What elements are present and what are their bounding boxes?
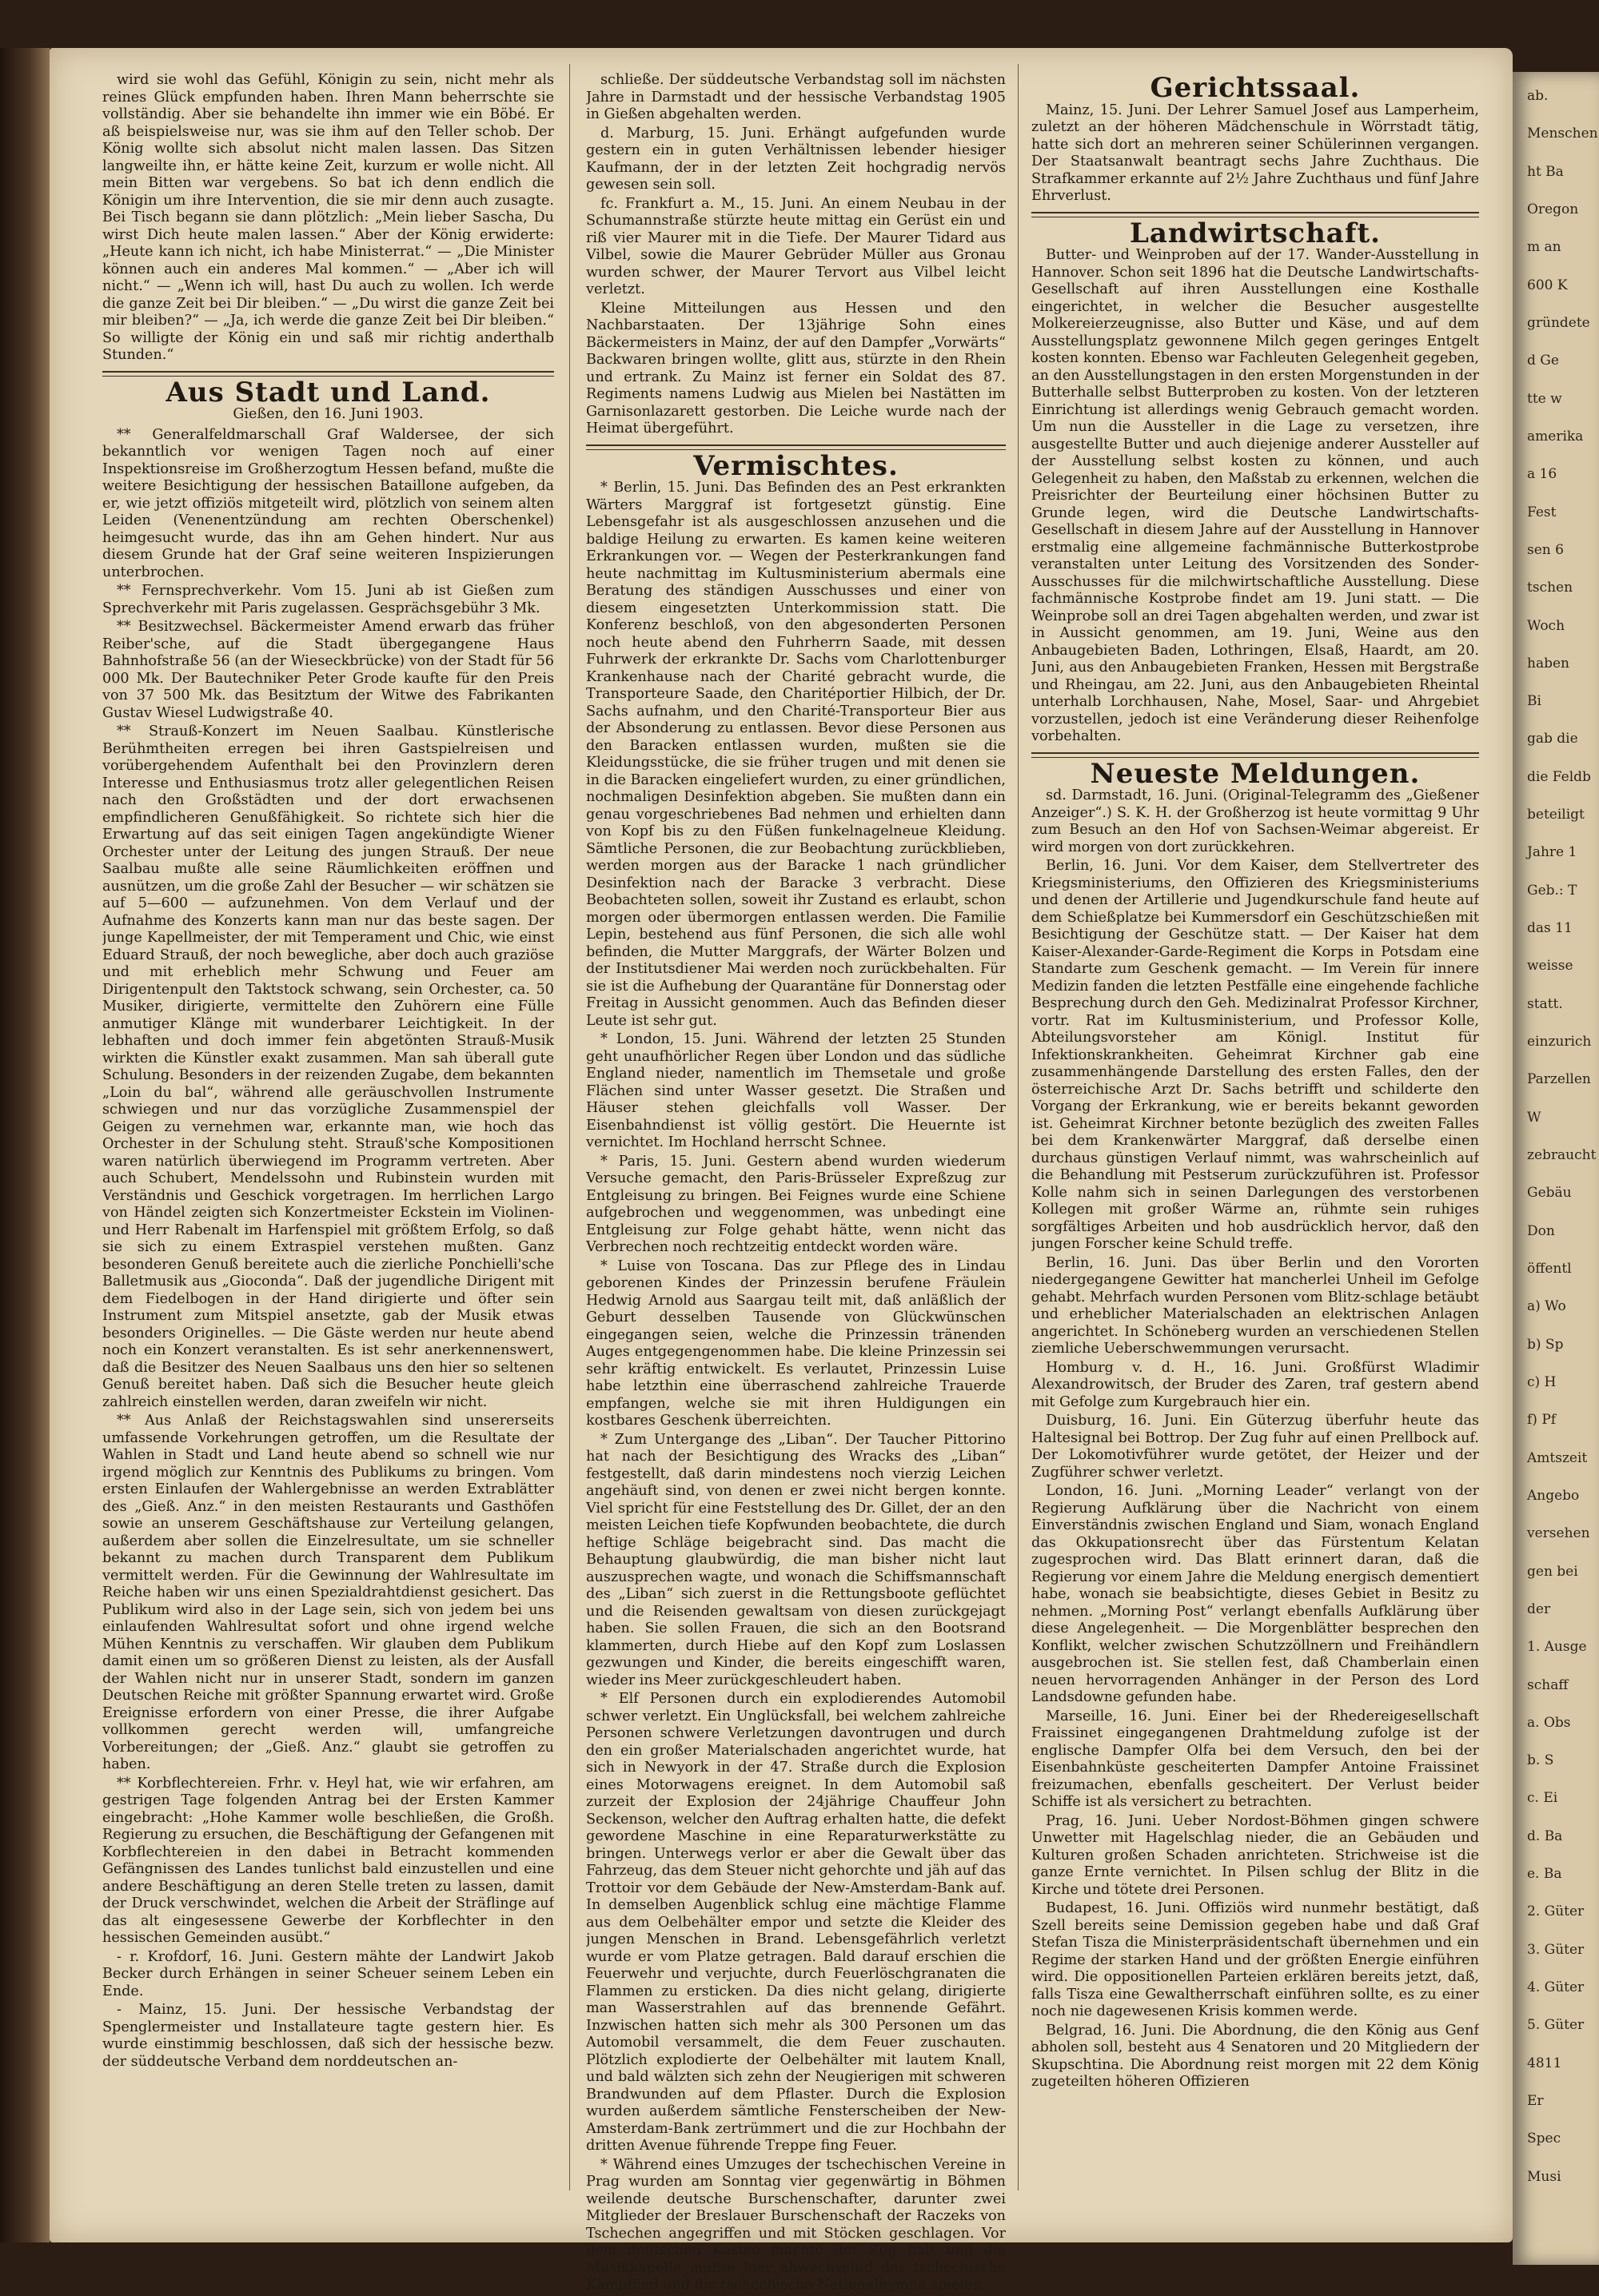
adjacent-page-fragment: W (1527, 1110, 1541, 1126)
article-paragraph: ** Fernsprechverkehr. Vom 15. Juni ab ist Gießen zum Sprechverkehr mit Paris zugelassen. Gesprächsgebühr 3 Mk. (102, 583, 554, 616)
article-paragraph: sd. Darmstadt, 16. Juni. (Original-Telegramm des „Gießener Anzeiger“.) S. K. H. der Großherzog ist heute vormittag 9 Uhr zum Besuch an den Hof von Sachsen-Weimar abgereist. Er wird morgen von dort zurückkehren. (1031, 787, 1479, 855)
adjacent-page-fragment: gab die (1527, 731, 1578, 747)
adjacent-page-fragment: die Feldb (1527, 769, 1591, 785)
article-paragraph: * Luise von Toscana. Das zur Pflege des in Lindau geborenen Kindes der Prinzessin berufene Fräulein Hedwig Arnold aus Saargau teilt mit, daß anläßlich der Geburt desselben Tausende von Glückwünschen eingegangen seien, welche die Prinzessin tränenden Auges entgegengenommen habe. Die kleine Prinzessin sei sehr kräftig entwickelt. Es verlautet, Prinzessin Luise habe letzthin eine überraschend zahlreiche Trauerde empfangen, welche sie mit ihren Huldigungen ein kostbares Geschenk überreichten. (586, 1258, 1006, 1429)
adjacent-page-fragment: c) H (1527, 1374, 1557, 1390)
article-paragraph: Prag, 16. Juni. Ueber Nordost-Böhmen gingen schwere Unwetter mit Hagelschlag nieder, die an Gebäuden und Kulturen großen Schaden anrichteten. Strichweise ist die ganze Ernte vernichtet. In Pilsen schlug der Blitz in die Kirche und tötete drei Personen. (1031, 1812, 1479, 1898)
adjacent-page-fragment: zebraucht (1527, 1147, 1597, 1163)
adjacent-page-fragment: 600 K (1527, 277, 1568, 293)
column-divider (1018, 64, 1019, 2190)
adjacent-page-fragment: Don (1527, 1223, 1555, 1239)
article-paragraph: Budapest, 16. Juni. Offiziös wird nunmehr bestätigt, daß Szell bereits seine Demission gegeben habe und daß Graf Stefan Tisza die Ministerpräsidentschaft übernehmen und ein Regime der starken Hand und der größten Energie einführen wird. Die oppositionellen Parteien erklären bereits jetzt, daß, falls Tisza eine Gewaltherrschaft einführen sollte, es zu einer noch nie dagewesenen Krisis kommen werde. (1031, 1900, 1479, 2019)
adjacent-page-fragment: Jahre 1 (1527, 844, 1577, 860)
section-rule (1031, 752, 1479, 758)
article-paragraph: ** Besitzwechsel. Bäckermeister Amend erwarb das früher Reiber'sche, auf die Stadt übergegangene Haus Bahnhofstraße 56 (an der Wieseckbrücke) von der Stadt für 56 000 Mk. Der Bautechniker Peter Grode kaufte für den Preis von 37 500 Mk. das Besitztum der Witwe des Fabrikanten Gustav Wiesel Ludwigstraße 40. (102, 619, 554, 721)
article-paragraph: Marseille, 16. Juni. Einer bei der Rhedereigesellschaft Fraissinet eingegangenen Drahtmeldung zufolge ist der englische Dampfer Olfa bei dem Versuch, den bei der Eisenbahnküste gescheiterten Dampfer Antoine Fraissinet freizumachen, ebenfalls gescheitert. Der Verlust beider Schiffe ist als versichert zu betrachten. (1031, 1708, 1479, 1810)
adjacent-page-fragment: tschen (1527, 580, 1573, 596)
article-paragraph: * Während eines Umzuges der tschechischen Vereine in Prag wurden am Sonntag vier gegenwärtig in Böhmen weilende deutsche Burschenschafter, darunter zwei Mitglieder der Breslauer Burschenschaft der Raczeks von Tschechen angegriffen und mit Stöcken geschlagen. Vor dem deutschen Kasino machte der Zug halt und die Musikkapelle mußte hier abwechselnd das tschechische Kampflied und die tschechische Nationalhymne spielen. (586, 2156, 1006, 2293)
adjacent-page-fragment: 4811 (1527, 2055, 1562, 2071)
adjacent-page-fragment: gründete (1527, 315, 1590, 331)
adjacent-page-fragment: Oregon (1527, 201, 1579, 217)
adjacent-page-fragment: ht Ba (1527, 164, 1564, 180)
adjacent-page-fragment: a) Wo (1527, 1298, 1566, 1314)
adjacent-page-fragment: beteiligt (1527, 807, 1585, 823)
adjacent-page-fragment: Parzellen (1527, 1071, 1591, 1087)
dateline: Gießen, den 16. Juni 1903. (233, 406, 424, 422)
adjacent-page-fragment: versehen (1527, 1525, 1590, 1541)
adjacent-page-fragment: tte w (1527, 391, 1562, 407)
article-paragraph: ** Korbflechtereien. Frhr. v. Heyl hat, wie wir erfahren, am gestrigen Tage folgenden Antrag bei der Ersten Kammer eingebracht: „Hohe Kammer wolle beschließen, die Großh. Regierung zu ersuchen, die Beschäftigung der Gefangenen mit Korbflechtereien in den dabei in Betracht kommenden Gefängnissen des Landes tunlichst bald einzustellen und eine andere Beschäftigung an deren Stelle treten zu lassen, damit der Druck verschwindet, welchen die Arbeit der Sträflinge auf das alt eingesessene Gewerbe der Korbflechter in den hessischen Gemeinden ausübt.“ (102, 1775, 554, 1946)
adjacent-page-fragment: d Ge (1527, 353, 1559, 369)
adjacent-page-fragment: ab. (1527, 88, 1549, 104)
article-paragraph: Butter- und Weinproben auf der 17. Wander-Ausstellung in Hannover. Schon seit 1896 hat die Deutsche Landwirtschafts-Gesellschaft auf ihren Ausstellungen eine Kosthalle eingerichtet, in welcher die Besucher ausgestellte Molkereierzeugnisse, also Butter und Käse, und auf dem Ausstellungsplatz gewonnene Milch gegen geringes Entgelt kosten konnten. Ebenso war Fachleuten Gelegenheit gegeben, an den Ausstellungstagen in den ersten Morgenstunden in der Butterhalle selbst Butterproben zu kosten. Von der letzteren Einrichtung ist allerdings wenig Gebrauch gemacht worden. Um nun die Aussteller in die Lage zu versetzen, ihre ausgestellte Butter und auch diejenige anderer Aussteller auf der Ausstellung selbst kosten zu können, und auch Gelegenheit zu haben, den Maßstab zu erkennen, welchen die Preisrichter der Beurteilung einer höchsinen Butter zu Grunde legen, wird die Deutsche Landwirtschafts-Gesellschaft in diesem Jahre auf der Ausstellung in Hannover erstmalig eine allgemeine fachmännische Butterkostprobe veranstalten unter Leitung des Vorsitzenden des Sonder-Ausschusses für die milchwirtschaftliche Ausstellung. Diese fachmännische Kostprobe findet am 19. Juni statt. — Die Weinprobe soll an drei Tagen abgehalten werden, und zwar ist in Aussicht genommen, am 19. Juni, Weine aus den Anbaugebieten Baden, Lothringen, Elsaß, Haardt, am 20. Juni, aus den Anbaugebieten Franken, Hessen mit Bergstraße und Rheingau, am 22. Juni, aus den Anbaugebieten Rheintal unterhalb Lorchhausen, Nahe, Mosel, Saar- und Ahrgebiet vorzustellen, jedoch ist eine Veränderung dieser Reihenfolge vorbehalten. (1031, 247, 1479, 744)
adjacent-page-fragment: Angebo (1527, 1488, 1580, 1504)
column-divider (569, 64, 570, 2190)
adjacent-page-fragment: Geb.: T (1527, 883, 1577, 899)
article-paragraph: ** Generalfeldmarschall Graf Waldersee, der sich bekanntlich vor wenigen Tagen noch auf einer Inspektionsreise im Großherzogtum Hessen befand, mußte die weitere Besichtigung der hessischen Bataillone aufgeben, da er, wie jetzt offiziös mitgeteilt wird, plötzlich von seinem alten Leiden (Venenentzündung am rechten Oberschenkel) heimgesucht wurde, das ihn am Gehen hindert. Nur aus diesem Grunde hat der Graf seine weiteren Inspizierungen unterbrochen. (102, 426, 554, 580)
section-rule (1031, 212, 1479, 217)
article-paragraph: ** Strauß-Konzert im Neuen Saalbau. Künstlerische Berühmtheiten erregen bei ihren Gastspielreisen und vorübergehendem Aufenthalt bei den Provinzlern deren Interesse und Enthusiasmus trotz aller gelegentlichen Reisen nach den Großstädten und der dort erwachsenen empfindlicheren Genußfähigkeit. So richtete sich hier die Erwartung auf das seit einigen Tagen angekündigte Wiener Orchester unter der Leitung des jungen Strauß. Der neue Saalbau mußte alle seine Räumlichkeiten eröffnen und ausnützen, um die große Zahl der Besucher — wir schätzen sie auf 5—600 — aufzunehmen. Von dem Verlauf und der Aufnahme des Konzerts kann man nur das beste sagen. Der junge Kapellmeister, der mit Temperament und Chic, wie einst Eduard Strauß, der noch bewegliche, aber doch auch graziöse und mit erheblich mehr Schwung und Feuer am Dirigentenpult den Taktstock schwang, sein Orchester, ca. 50 Musiker, dirigierte, vermittelte den Zuhörern eine Fülle anmutiger Klänge mit wunderbarer Leichtigkeit. In der lebhaften und doch immer fein abgetönten Strauß-Musik wirkten die Künstler exakt zusammen. Man sah überall gute Schulung. Besonders in der reizenden Zugabe, dem bekannten „Loin du bal“, während alle geräuschvollen Instrumente schwiegen und nur das vorzügliche Zusammenspiel der Geigen zu vernehmen war, erkannte man, wie hoch das Orchester in der Schulung steht. Strauß'sche Kompositionen waren natürlich überwiegend im Programm vertreten. Aber auch Schubert, Mendelssohn und Rubinstein wurden mit Verständnis und Geschick vorgetragen. Im herrlichen Largo von Händel zeigten sich Konzertmeister Eckstein im Violinen- und Herr Rabenalt im Harfenspiel mit größtem Erfolg, so daß sie sich zu einem Extraspiel verstehen mußten. Ganz besonderen Genuß bereitete auch die zierliche Ponchielli'sche Balletmusik aus „Gioconda“. Daß der jugendliche Dirigent mit dem Fiedelbogen in der Hand dirigierte und öfter sein Instrument zum Mitspiel ansetzte, gab der Musik etwas besonders Originelles. — Die Gäste werden nur heute abend noch ein Konzert veranstalten. Es ist sehr anerkennenswert, daß die Besitzer des Neuen Saalbaus uns den hier so seltenen Genuß bereitet haben. Daß sich die Besucher heute gleich zahlreich einstellen werden, daran zweifeln wir nicht. (102, 723, 554, 1410)
article-paragraph: Duisburg, 16. Juni. Ein Güterzug überfuhr heute das Haltesignal bei Bottrop. Der Zug fuhr auf einen Prellbock auf. Der Lokomotivführer wurde getötet, der Heizer und der Zugführer schwer verletzt. (1031, 1413, 1479, 1481)
adjacent-page-fragment: Bi (1527, 693, 1541, 709)
article-paragraph: * Berlin, 15. Juni. Das Befinden des an Pest erkrankten Wärters Marggraf ist fortgesetzt günstig. Eine Lebensgefahr ist als ausgeschlossen anzusehen und die baldige Heilung zu erwarten. Es kamen keine weiteren Erkrankungen vor. — Wegen der Pesterkrankungen fand heute nachmittag im Kultusministerium abermals eine Beratung des ständigen Ausschusses und einer von diesem eingesetzten Unterkommission statt. Die Konferenz beschloß, von den abgesonderten Personen noch heute abend den Fuhrherrn Saade, mit dessen Fuhrwerk der erkrankte Dr. Sachs vom Charlottenburger Krankenhause nach der Charité gebracht wurde, die Transporteure Saade, den Charitéportier Hilbich, der Dr. Sachs aufnahm, und den Charité-Transporteur Bier aus der Absonderung zu entlassen. Bevor diese Personen aus den Baracken entlassen wurden, mußten sie die Kleidungsstücke, die sie früher trugen und mit denen sie in die Baracken eingeliefert wurden, zu einer gründlichen, nochmaligen Desinfektion abgeben. Sie mußten dann ein genau vorgeschriebenes Bad nehmen und erhielten dann von Kopf bis zu den Füßen funkelnagelneue Kleidung. Sämtliche Personen, die zur Beobachtung zurückblieben, werden morgen aus der Baracke 1 nach gründlicher Desinfektion nach der Baracke 3 verbracht. Diese Beobachteten sollen, soweit ihr Zustand es erlaubt, schon morgen oder übermorgen entlassen werden. Die Familie Lepin, bestehend aus fünf Personen, die sich alle wohl befinden, die Mutter Marggrafs, der Wärter Bolzen und der Institutsdiener Mai werden noch zurückbehalten. Für sie ist die Aufhebung der Quarantäne für Donnerstag oder Freitag in Aussicht genommen. Auch das Befinden dieser Leute ist sehr gut. (586, 480, 1006, 1029)
adjacent-page-fragment: a. Obs (1527, 1715, 1571, 1731)
adjacent-page-fragment: statt. (1527, 996, 1563, 1012)
adjacent-page-edge (1513, 72, 1599, 2265)
adjacent-page-fragment: öffentl (1527, 1261, 1572, 1277)
adjacent-page-fragment: b. S (1527, 1752, 1554, 1768)
adjacent-page-fragment: f) Pf (1527, 1412, 1557, 1428)
section-title: Gerichtssaal. (1150, 72, 1361, 104)
adjacent-page-fragment: Woch (1527, 618, 1565, 634)
article-paragraph: - Mainz, 15. Juni. Der hessische Verbandstag der Spenglermeister und Installateure tagte gestern hier. Es wurde einstimmig beschlossen, daß sich der hessische bezw. der süddeutsche Verband dem norddeutschen an- (102, 2002, 554, 2070)
article-paragraph: Berlin, 16. Juni. Das über Berlin und den Vororten niedergegangene Gewitter hat mancherlei Unheil im Gefolge gehabt. Mehrfach wurden Personen vom Blitz-schlage betäubt und erheblicher Materialschaden an elektrischen Anlagen angerichtet. In Schöneberg wurden an verschiedenen Stellen ziemliche Ueberschwemmungen verursacht. (1031, 1254, 1479, 1357)
article-paragraph: * Zum Untergange des „Liban“. Der Taucher Pittorino hat nach der Besichtigung des Wracks des „Liban“ festgestellt, daß darin mindestens noch vierzig Leichen angehäuft sind, von denen er zwei nicht bergen konnte. Viel spricht für eine Feststellung des Dr. Gillet, der an den meisten Leichen tiefe Kopfwunden beobachtete, die durch heftige Schläge beigebracht sind. Das macht die Behauptung glaubwürdig, die man bisher nicht laut auszusprechen wagte, und wonach die Schiffsmannschaft des „Liban“ sich zuerst in die Rettungsboote geflüchtet und die Reisenden gewaltsam von diesen zurückgejagt haben. Sie sollen Frauen, die sich an den Bootsrand klammerten, durch Hiebe auf den Kopf zum Loslassen gezwungen und Kinder, die bereits eingeschifft waren, wieder ins Meer zurückgeschleudert haben. (586, 1431, 1006, 1688)
article-paragraph: Belgrad, 16. Juni. Die Abordnung, die den König aus Genf abholen soll, besteht aus 4 Senatoren und 20 Mitgliedern der Skupschtina. Die Abordnung reist morgen mit 22 dem König zugeteilten höheren Offizieren (1031, 2022, 1479, 2090)
adjacent-page-fragment: 2. Güter (1527, 1903, 1585, 1919)
adjacent-page-fragment: e. Ba (1527, 1866, 1562, 1882)
adjacent-page-fragment: Fest (1527, 504, 1557, 520)
adjacent-page-fragment: 3. Güter (1527, 1942, 1585, 1958)
section-title: Landwirtschaft. (1130, 217, 1381, 249)
adjacent-page-fragment: schaff (1527, 1677, 1569, 1693)
adjacent-page-fragment: 1. Ausge (1527, 1639, 1587, 1655)
section-title: Aus Stadt und Land. (165, 376, 491, 409)
article-paragraph: London, 16. Juni. „Morning Leader“ verlangt von der Regierung Aufklärung über die Nachricht von einem Einverständnis zwischen England und Siam, wonach England das Okkupationsrecht über das Fürstentum Kelatan zugesprochen wird. Das Blatt erinnert daran, daß die Regierung vor einem Jahre die Meldung energisch dementiert habe, wonach sie beabsichtigte, dieses Gebiet in Besitz zu nehmen. „Morning Post“ verlangt ebenfalls Aufklärung über diese Angelegenheit. — Die Morgenblätter besprechen den Konflikt, welcher zwischen Schutzzöllnern und Freihändlern ausgebrochen ist. Sie stellen fest, daß Chamberlain einen neuen hervorragenden Anhänger in der Person des Lord Landsdowne gefunden habe. (1031, 1483, 1479, 1705)
article-paragraph: schließe. Der süddeutsche Verbandstag soll im nächsten Jahre in Darmstadt und der hessische Verbandstag 1905 in Gießen abgehalten werden. (586, 72, 1006, 122)
adjacent-page-fragment: Gebäu (1527, 1185, 1572, 1201)
adjacent-page-fragment: 4. Güter (1527, 1979, 1585, 1995)
adjacent-page-fragment: Menschen (1527, 126, 1598, 142)
section-title: Neueste Meldungen. (1090, 757, 1421, 790)
adjacent-page-fragment: das 11 (1527, 920, 1573, 936)
article-paragraph: fc. Frankfurt a. M., 15. Juni. An einem Neubau in der Schumannstraße stürzte heute mittag ein Gerüst ein und riß vier Maurer mit in die Tiefe. Der Maurer Tidard aus Vilbel, sowie die Maurer Gebrüder Müller aus Gronau wurden schwer, der Maurer Tervort aus Vilbel leicht verletzt. (586, 195, 1006, 297)
adjacent-page-fragment: amerika (1527, 429, 1584, 444)
article-continuation: wird sie wohl das Gefühl, Königin zu sein, nicht mehr als reines Glück empfunden haben. Ihren Mann beherrschte sie vollständig. Aber sie behandelte ihn immer wie ein Böbé. Er aß beispielsweise nur, was sie ihm auf den Teller schob. Der König wollte sich absolut nicht malen lassen. Das Sitzen langweilte ihn, er hätte keine Zeit, kurzum er wolle nicht. All mein Bitten war vergebens. So bat ich denn endlich die Königin um ihre Intervention, die sie mir denn auch zusagte. Bei Tisch begann sie dann plötzlich: „Mein lieber Sascha, Du wirst Dich heute malen lassen.“ Aber der König erwiderte: „Heute kann ich nicht, ich habe Ministerrat.“ — „Die Minister können auch ein anderes Mal kommen.“ — „Aber ich will nicht.“ — „Wenn ich will, hast Du auch zu wollen. Ich werde die ganze Zeit bei Dir bleiben.“ — „Du wirst die ganze Zeit bei mir bleiben?“ — „Ja, ich werde die ganze Zeit bei Dir bleiben.“ So willigte der König ein und saß mir richtig anderthalb Stunden.“ (102, 72, 554, 363)
article-paragraph: Mainz, 15. Juni. Der Lehrer Samuel Josef aus Lamperheim, zuletzt an der höheren Mädchenschule in Wörrstadt tätig, hatte sich dort an mehreren seiner Schülerinnen vergangen. Der Staatsanwalt beantragt sechs Jahre Zuchthaus. Die Strafkammer erkannte auf 2½ Jahre Zuchthaus und fünf Jahre Ehrverlust. (1031, 102, 1479, 204)
article-paragraph: ** Aus Anlaß der Reichstagswahlen sind unsererseits umfassende Vorkehrungen getroffen, um die Resultate der Wahlen in Stadt und Land heute abend so schnell wie nur irgend möglich zur Kenntnis des Publikums zu bringen. Vom ersten Einlaufen der Wahlergebnisse an werden Extrablätter des „Gieß. Anz.“ in den meisten Restaurants und Gasthöfen sowie an unserem Geschäftshause zur Verteilung gelangen, außerdem aber sollen die Einzelresultate, um sie schneller bekannt zu machen durch Transparent dem Publikum vermittelt werden. Für die Gewinnung der Wahlresultate im Reiche haben wir uns einen Spezialdrahtdienst gesichert. Das Publikum wird also in der Lage sein, sich von jedem bei uns einlaufenden Wahlresultat sofort und ohne irgend welche Mühen Kenntnis zu verschaffen. Wir glauben dem Publikum damit einen um so größeren Dienst zu leisten, als der Ausfall der Wahlen nicht nur in unserer Stadt, sondern im ganzen Deutschen Reiche mit größter Spannung erwartet wird. Große Ereignisse erfordern von einer Presse, die ihrer Aufgabe vollkommen gerecht werden will, umfangreiche Vorbereitungen; der „Gieß. Anz.“ glaubt sie getroffen zu haben. (102, 1413, 554, 1772)
article-paragraph: * Paris, 15. Juni. Gestern abend wurden wiederum Versuche gemacht, den Paris-Brüsseler Expreßzug zur Entgleisung zu bringen. Bei Feignes wurde eine Schiene aufgebrochen und weggenommen, was unbedingt eine Entgleisung zur Folge gehabt hätte, wenn nicht das Verbrechen noch rechtzeitig entdeckt worden wäre. (586, 1153, 1006, 1255)
column-1 (102, 72, 554, 2072)
adjacent-page-fragment: Spec (1527, 2131, 1561, 2147)
adjacent-page-fragment: sen 6 (1527, 542, 1564, 558)
adjacent-page-fragment: Er (1527, 2093, 1544, 2109)
article-paragraph: * Elf Personen durch ein explodierendes Automobil schwer verletzt. Ein Unglücksfall, bei welchem zahlreiche Personen schwere Verletzungen davontrugen und durch den ein großer Materialschaden angerichtet wurde, hat sich in Newyork in der 47. Straße durch die Explosion eines Motorwagens ereignet. In dem Automobil saß zurzeit der Explosion der 24jährige Chauffeur John Seckenson, welcher den Auftrag erhalten hatte, die defekt gewordene Maschine in eine Reparaturwerkstätte zu bringen. Unterwegs verlor er aber die Gewalt über das Fahrzeug, das dem Steuer nicht gehorchte und jäh auf das Trottoir vor dem Gebäude der New-Amsterdam-Bank auf. In demselben Augenblick schlug eine mächtige Flamme aus dem Oelbehälter empor und setzte die Kleider des jungen Menschen in Brand. Lebensgefährlich verletzt wurde er vom Platze getragen. Bald darauf erschien die Feuerwehr und verjuchte, durch Feuerlöschgranaten die Flammen zu ersticken. Da dies nicht gelang, dirigierte man Wasserstrahlen auf das brennende Gefährt. Inzwischen hatten sich mehr als 300 Personen um das Automobil versammelt, die dem Feuer zuschauten. Plötzlich explodierte der Oelbehälter mit lautem Knall, und bald wälzten sich zehn der Neugierigen mit schweren Brandwunden auf dem Pflaster. Durch die Explosion wurden außerdem sämtliche Fensterscheiben der New-Amsterdam-Bank zertrümmert und die zur Hochbahn der dritten Avenue führende Treppe fing Feuer. (586, 1691, 1006, 2154)
article-paragraph: Kleine Mitteilungen aus Hessen und den Nachbarstaaten. Der 13jährige Sohn eines Bäckermeisters in Mainz, der auf den Dampfer „Vorwärts“ Backwaren bringen wollte, glitt aus, stürzte in den Rhein und ertrank. Zu Mainz ist ferner ein Soldat des 87. Regiments namens Ludwig aus Mielen bei Nastätten im Garnisonlazarett gestorben. Die Leiche wurde nach der Heimat übergeführt. (586, 300, 1006, 436)
section-title: Vermischtes. (693, 449, 899, 482)
adjacent-page-fragment: b) Sp (1527, 1337, 1564, 1353)
adjacent-page-fragment: weisse (1527, 958, 1573, 974)
adjacent-page-fragment: m an (1527, 239, 1561, 255)
column-3 (1031, 72, 1479, 2093)
article-paragraph: * London, 15. Juni. Während der letzten 25 Stunden geht unaufhörlicher Regen über London und das südliche England nieder, namentlich im Themsetale und große Flächen sind unter Wasser gesetzt. Die Straßen und Häuser stehen gleichfalls voll Wasser. Der Eisenbahndienst ist völlig gestört. Die Heuernte ist vernichtet. Im Hochland herrscht Schnee. (586, 1031, 1006, 1150)
adjacent-page-fragment: a 16 (1527, 466, 1557, 482)
article-paragraph: Berlin, 16. Juni. Vor dem Kaiser, dem Stellvertreter des Kriegsministeriums, den Offizieren des Kriegsministeriums und denen der Artillerie und Jugendkurschule fand heute auf dem Schießplatze bei Kummersdorf ein Geschützschießen mit Besichtigung der Geschütze statt. — Der Kaiser hat dem Kaiser-Alexander-Garde-Regiment die Korps in Potsdam eine Standarte zum Geschenk gemacht. — Im Verein für innere Medizin fanden die letzten Pestfälle eine eingehende fachliche Besprechung durch den Geh. Medizinalrat Professor Kirchner, vortr. Rat im Kultusministerium, und Professor Kolle, Abteilungsvorsteher am Königl. Institut für Infektionskrankheiten. Geheimrat Kirchner gab eine zusammenhängende Darstellung des ersten Falles, den der österreichische Arzt Dr. Sachs betrifft und schilderte den Vorgang der Erkrankung, wie er bereits bekannt geworden ist. Geheimrat Kirchner betonte bezüglich des zweiten Falles bei dem Krankenwärter Marggraf, daß derselbe einen durchaus günstigen Verlauf nimmt, was wahrscheinlich auf die Behandlung mit Pestserum zurückzuführen ist. Professor Kolle nahm sich in seinen Darlegungen des verstorbenen Kollegen mit großer Wärme an, rühmte sein ruhiges sorgfältiges Arbeiten und hob ausdrücklich hervor, daß den jungen Forscher keine Schuld treffe. (1031, 858, 1479, 1252)
adjacent-page-fragment: Amtszeit (1527, 1450, 1588, 1466)
article-paragraph: d. Marburg, 15. Juni. Erhängt aufgefunden wurde gestern ein in guten Verhältnissen lebender hiesiger Kaufmann, der in der letzten Zeit hochgradig nervös gewesen sein soll. (586, 125, 1006, 193)
book-spine-shadow (0, 48, 50, 2242)
article-paragraph: Homburg v. d. H., 16. Juni. Großfürst Wladimir Alexandrowitsch, der Bruder des Zaren, traf gestern abend mit Gefolge zum Kurgebrauch hier ein. (1031, 1359, 1479, 1410)
adjacent-page-fragment: 5. Güter (1527, 2017, 1585, 2033)
adjacent-page-fragment: d. Ba (1527, 1828, 1563, 1844)
adjacent-page-fragment: der (1527, 1601, 1551, 1617)
adjacent-page-fragment: Musi (1527, 2169, 1561, 2185)
adjacent-page-fragment: c. Ei (1527, 1790, 1558, 1806)
adjacent-page-fragment: einzurich (1527, 1034, 1592, 1050)
section-rule (586, 444, 1006, 450)
adjacent-page-fragment: haben (1527, 656, 1569, 672)
column-2 (586, 72, 1006, 2296)
adjacent-page-fragment: gen bei (1527, 1564, 1578, 1580)
article-paragraph: - r. Krofdorf, 16. Juni. Gestern mähte der Landwirt Jakob Becker durch Erhängen in seiner Scheuer seinem Leben ein Ende. (102, 1948, 554, 1999)
section-rule (102, 371, 554, 377)
